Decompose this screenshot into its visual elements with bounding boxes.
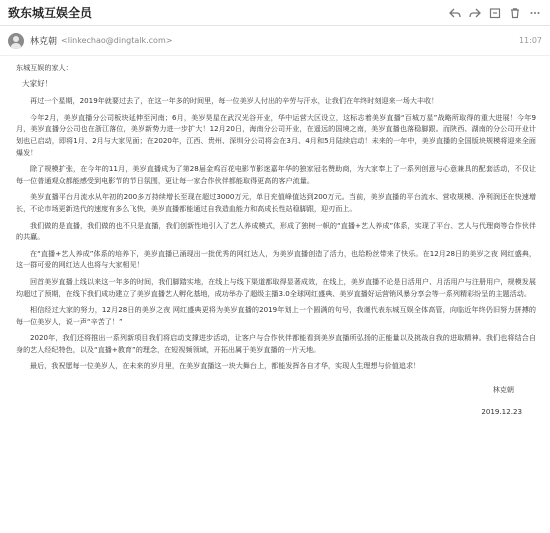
sender-row (0, 26, 550, 56)
more-icon[interactable] (528, 6, 542, 20)
paragraph: 回首美岁直播上线以来这一年多的时间，我们脚踏实地，在线上与线下渠道都取得显著成效，在线上，美岁直播不论是日活用户、月活用户与注册用户，规模发展均超过了预期，在线下我们成功建立了美岁直播艺人孵化基地，成功举办了超级主播3.0全球网红盛典、美岁直播好运营销风暴分享会等一系列精彩纷呈的主题活动。 (16, 276, 536, 298)
avatar[interactable] (8, 33, 24, 49)
email-subject: 致东城互娱全员 (8, 6, 93, 20)
paragraph: 在“直播+艺人养成”体系的培养下，美岁直播已涌现出一批优秀的网红达人，为美岁直播创造了活力，也给粉丝带来了快乐。在12月28日的美岁之夜 网红盛典，这一群可爱的网红达人也将与大家相见！ (16, 248, 536, 270)
sender-email[interactable]: <linkechao@dingtalk.com> (61, 36, 173, 45)
paragraph: 2020年，我们还将推出一系列新项目我们将启动支撑进步活动，让客户与合作伙伴都能看到美岁直播所弘扬的正能量以及挑战自我的进取精神。我们也将结合自身的艺人经纪特色，以及“直播+教育”的理念，在短视频领域，开拓出属于美岁直播的一片天地。 (16, 333, 536, 354)
reply-icon[interactable] (448, 6, 462, 20)
hello-line: 大家好！ (22, 78, 53, 88)
paragraph: 最后，我祝愿每一位美岁人，在未来的岁月里，在美岁直播这一块大舞台上，都能发挥各自才华，实现人生理想与价值追求！ (30, 361, 421, 371)
signature-date: 2019.12.23 (481, 406, 522, 416)
email-header (0, 0, 550, 26)
paragraph: 美岁直播平台月流水从年初的200多万持续增长至现在超过3000万元，单日充值峰值达到200万元。当前，美岁直播的平台流水、营收规模、净利润还在快速增长，不论市场更新迭代的速度有多么飞快，美岁直播都能通过自我造血能力和高成长性站稳脚跟，迎刃而上。 (16, 192, 536, 213)
sent-time: 11:07 (518, 36, 542, 45)
paragraph: 今年2月，美岁直播分公司板块延伸至河南；6月，美岁昊星在武汉光谷开业，华中运营大区设立，这标志着美岁直播“百城万星”战略所取得的重大进展！今年9月，美岁直播分公司也在浙江落位，美岁新势力进一步扩大！12月20日，海南分公司开业，在遥远的国境之南，美岁直播也落稳脚跟。而陕西、湖南的分公司开业计划也已启动，即将1月、2月与大家见面；在2020年，江西、贵州、深圳分公司将会在3月、4月和5月陆续启动！未来的一年中，美岁直播的全国版块规模将迎来全面爆发！ (16, 112, 536, 157)
trash-icon[interactable] (508, 6, 522, 20)
archive-icon[interactable] (488, 6, 502, 20)
email-toolbar (448, 6, 542, 20)
paragraph: 相信经过大家的努力，12月28日的美岁之夜 网红盛典更将为美岁直播的2019年划上一个圆满的句号，我谨代表东城互娱全体高管，向临近年终仍旧努力拼搏的每一位美岁人，说一声“辛苦了！” (16, 305, 536, 326)
sender-name[interactable]: 林克朝 (30, 37, 58, 47)
forward-icon[interactable] (468, 6, 482, 20)
paragraph: 再过一个星期，2019年就要过去了，在这一年多的时间里，每一位美岁人付出的辛劳与汗水，让我们在年终时刻迎来一场大丰收！ (30, 96, 439, 106)
signature-name: 林克朝 (492, 385, 514, 395)
paragraph: 我们做的是直播，我们做的也不只是直播，我们创新性地引入了艺人养成模式，形成了独树一帜的“直播+艺人养成”体系，实现了平台、艺人与代理商等合作伙伴的共赢。 (16, 220, 536, 242)
email-body (16, 62, 536, 417)
greeting: 东城互娱的家人： (16, 63, 73, 72)
paragraph: 除了规模扩张，在今年的11月，美岁直播成为了第28届金鸡百花电影节影迷嘉年华的独家冠名赞助商，为大家奉上了一系列创意与心意兼具的配套活动，不仅让每一位普通观众都能感受到电影节的节日氛围，更让每一家合作伙伴都能取得更高的客户流量。 (16, 164, 536, 185)
